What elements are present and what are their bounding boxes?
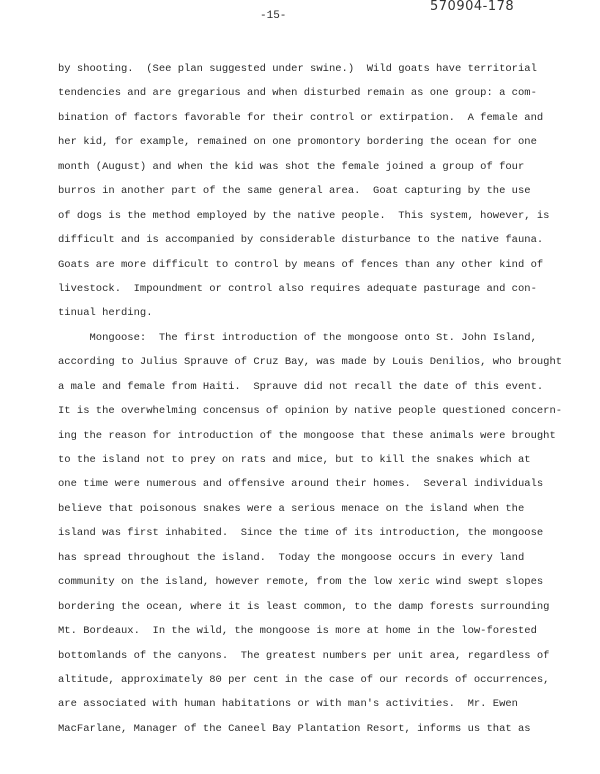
text-line: one time were numerous and offensive around their homes. Several individuals [58,478,544,491]
text-line: MacFarlane, Manager of the Caneel Bay Plantation Resort, informs us that as [58,722,531,735]
text-line: ing the reason for introduction of the mongoose that these animals were brought [58,429,556,442]
text-line: altitude, approximately 80 per cent in the case of our records of occurrences, [58,673,550,686]
text-line: are associated with human habitations or with man's activities. Mr. Ewen [58,698,518,711]
text-line: It is the overwhelming concensus of opinion by native people questioned concern- [58,405,563,418]
text-line: difficult and is accompanied by considerable disturbance to the native fauna. [58,234,544,247]
text-line: her kid, for example, remained on one promontory bordering the ocean for one [58,136,537,149]
text-line: Mt. Bordeaux. In the wild, the mongoose is more at home in the low-forested [58,625,537,638]
text-line: bination of factors favorable for their control or extirpation. A female and [58,111,544,124]
text-line: bottomlands of the canyons. The greatest numbers per unit area, regardless of [58,649,550,662]
text-line: of dogs is the method employed by the native people. This system, however, is [58,209,550,222]
text-line: has spread throughout the island. Today the mongoose occurs in every land [58,551,525,564]
text-line: to the island not to prey on rats and mice, but to kill the snakes which at [58,454,531,466]
text-line: month (August) and when the kid was shot the female joined a group of four [58,160,525,173]
text-line: a male and female from Haiti. Sprauve did not recall the date of this event. [58,380,544,393]
text-line: tinual herding. [58,307,153,320]
text-line: by shooting. (See plan suggested under swine.) Wild goats have territorial [58,63,537,75]
page-number: -15- [260,10,287,22]
text-line: livestock. Impoundment or control also requires adequate pasturage and con- [58,282,537,295]
document-body [58,62,578,746]
text-line: island was first inhabited. Since the time of its introduction, the mongoose [58,527,544,540]
text-line: according to Julius Sprauve of Cruz Bay, was made by Louis Denilios, who brought [58,356,563,369]
text-line: tendencies and are gregarious and when disturbed remain as one group: a com- [58,87,537,100]
text-line: Goats are more difficult to control by means of fences than any other kind of [58,258,544,271]
text-line: community on the island, however remote, from the low xeric wind swept slopes [58,576,544,589]
text-line: bordering the ocean, where it is least common, to the damp forests surrounding [58,600,550,613]
text-line: believe that poisonous snakes were a serious menace on the island when the [58,502,525,515]
text-line: Mongoose: The first introduction of the mongoose onto St. John Island, [58,331,537,344]
text-line: burros in another part of the same general area. Goat capturing by the use [58,185,531,198]
document-id: 570904-178 [430,0,515,14]
